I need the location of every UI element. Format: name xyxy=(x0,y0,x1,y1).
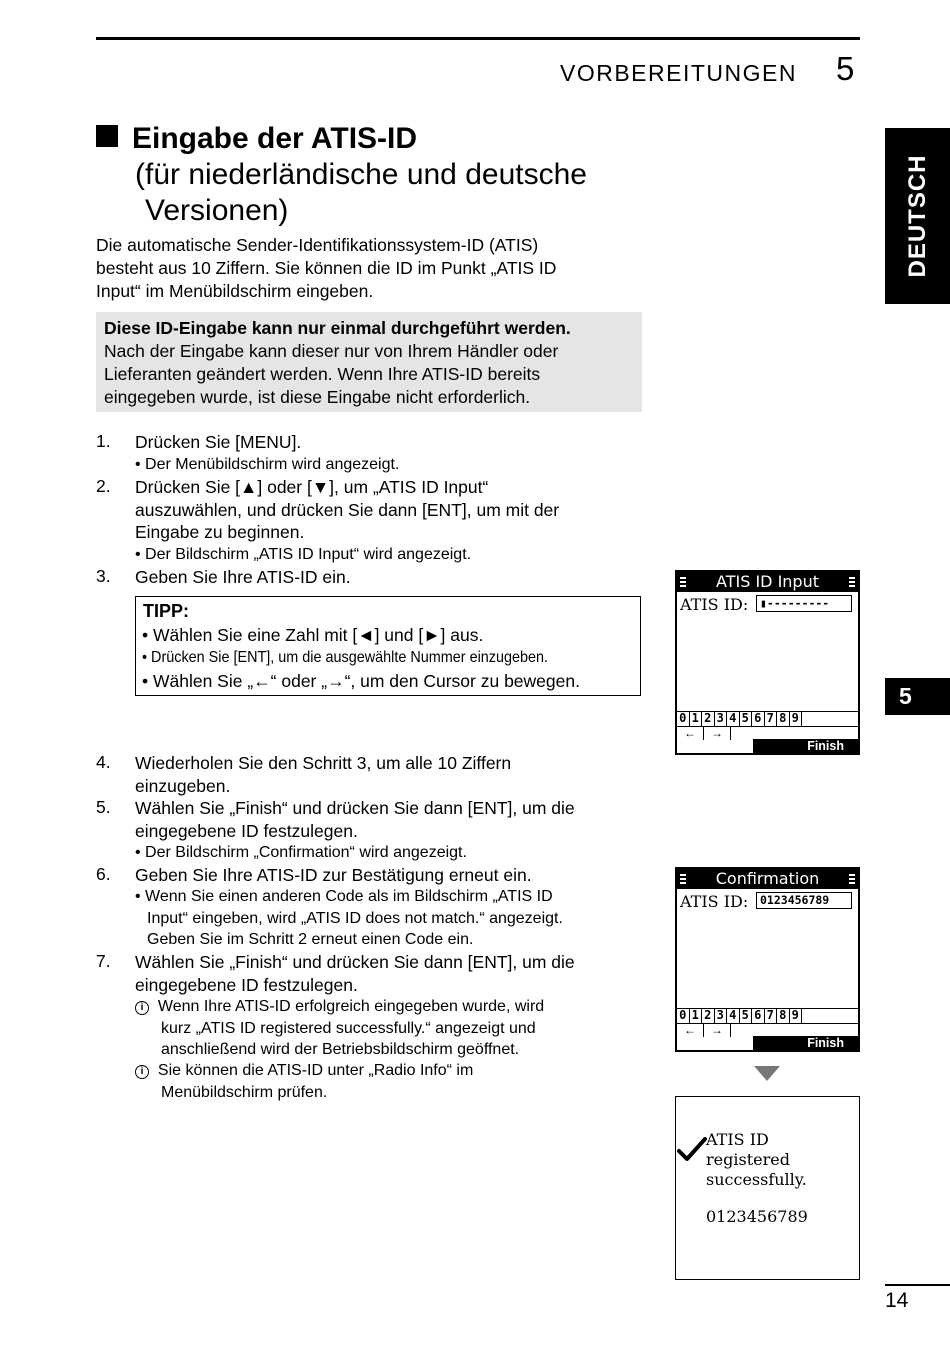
lcd-screen-registered xyxy=(675,1096,860,1280)
header-rule xyxy=(96,37,860,40)
arrow-left-icon: ← xyxy=(677,727,704,740)
registered-message: ATIS ID registered successfully. xyxy=(706,1130,807,1189)
arrow-left-icon: ← xyxy=(677,1024,704,1037)
language-tab xyxy=(885,128,950,304)
tip-line: • Wählen Sie eine Zahl mit [◄] und [►] aus. xyxy=(142,625,484,645)
lcd-screen-atis-id-input xyxy=(675,570,860,755)
lcd-label: ATIS ID: xyxy=(680,892,749,911)
down-arrow-icon xyxy=(754,1066,780,1081)
step-number: 4. xyxy=(96,752,111,772)
lcd-screen-confirmation xyxy=(675,867,860,1052)
language-tab-label: DEUTSCH xyxy=(903,154,931,278)
step-number: 7. xyxy=(96,951,111,971)
section-subtitle-line1: (für niederländische und deutsche xyxy=(135,158,587,191)
footer-rule xyxy=(885,1284,950,1286)
finish-softkey: Finish xyxy=(753,739,858,753)
finish-softkey: Finish xyxy=(753,1036,858,1050)
header-chapter-number: 5 xyxy=(836,50,855,87)
info-icon: i xyxy=(135,1001,149,1015)
info-note: i Sie können die ATIS-ID unter „Radio Info“ im Menübildschirm prüfen. xyxy=(135,1060,473,1103)
tip-title: TIPP: xyxy=(143,601,190,621)
step-number: 2. xyxy=(96,476,111,496)
section-subtitle-line2: Versionen) xyxy=(145,194,289,227)
square-bullet-icon xyxy=(96,125,118,147)
header-title: VORBEREITUNGEN xyxy=(560,60,797,86)
atis-id-field: 0123456789 xyxy=(756,892,852,909)
digit-row: 0 1 2 3 4 5 6 7 8 9 xyxy=(677,1008,858,1023)
info-icon: i xyxy=(135,1065,149,1079)
intro-paragraph: Die automatische Sender-Identifikationssystem-ID (ATIS) besteht aus 10 Ziffern. Sie können die ID im Punkt „ATIS ID Input“ im Menübildschirm eingeben. xyxy=(96,235,557,301)
info-note: i Wenn Ihre ATIS-ID erfolgreich eingegeben wurde, wird kurz „ATIS ID registered successfully.“ angezeigt und anschließend wird der Betriebsbildschirm geöffnet. xyxy=(135,996,544,1061)
checkmark-icon xyxy=(677,1137,707,1163)
page-number: 14 xyxy=(885,1289,909,1312)
lcd-title-bar: ATIS ID Input xyxy=(677,572,858,592)
tip-line: • Drücken Sie [ENT], um die ausgewählte Nummer einzugeben. xyxy=(142,649,549,666)
menu-icon xyxy=(849,577,855,587)
step-number: 1. xyxy=(96,431,111,451)
note-text: Diese ID-Eingabe kann nur einmal durchgeführt werden. Nach der Eingabe kann dieser nur von Ihrem Händler oder Lieferanten geändert werden. Wenn Ihre ATIS-ID bereits eingegeben wurde, ist diese Eingabe nicht erforderlich. xyxy=(104,318,571,407)
chapter-tab: 5 xyxy=(885,678,950,715)
step-bullet: • Wenn Sie einen anderen Code als im Bildschirm „ATIS ID Input“ eingeben, wird „ATIS ID does not match.“ angezeigt. Geben Sie im Schritt 2 erneut einen Code ein. xyxy=(135,888,563,948)
menu-icon xyxy=(849,874,855,884)
step-number: 5. xyxy=(96,797,111,817)
step-bullet: • Der Bildschirm „Confirmation“ wird angezeigt. xyxy=(135,844,467,861)
step-bullet: • Der Bildschirm „ATIS ID Input“ wird angezeigt. xyxy=(135,546,472,563)
section-title: Eingabe der ATIS-ID xyxy=(96,122,417,156)
step-number: 6. xyxy=(96,864,111,884)
step-text: Drücken Sie [▲] oder [▼], um „ATIS ID Input“ auszuwählen, und drücken Sie dann [ENT], um mit der Eingabe zu beginnen. xyxy=(135,477,560,542)
menu-icon xyxy=(680,577,686,587)
digit-row: 0 1 2 3 4 5 6 7 8 9 xyxy=(677,711,858,726)
lcd-label: ATIS ID: xyxy=(680,595,749,614)
step-number: 3. xyxy=(96,566,111,586)
tip-line: • Wählen Sie „←“ oder „→“, um den Cursor zu bewegen. xyxy=(142,671,580,691)
step-text: Drücken Sie [MENU]. xyxy=(135,432,302,452)
cursor-arrows-row xyxy=(677,1023,858,1037)
cursor-arrows-row xyxy=(677,726,858,740)
registered-id: 0123456789 xyxy=(706,1207,808,1226)
step-text: Wiederholen Sie den Schritt 3, um alle 10 Ziffern einzugeben. xyxy=(135,753,512,796)
step-bullet: • Der Menübildschirm wird angezeigt. xyxy=(135,456,400,473)
step-text: Wählen Sie „Finish“ und drücken Sie dann [ENT], um die eingegebene ID festzulegen. xyxy=(135,952,575,995)
menu-icon xyxy=(680,874,686,884)
step-text: Geben Sie Ihre ATIS-ID ein. xyxy=(135,567,351,587)
step-text: Wählen Sie „Finish“ und drücken Sie dann [ENT], um die eingegebene ID festzulegen. xyxy=(135,798,575,841)
arrow-right-icon: → xyxy=(704,727,731,740)
atis-id-field: ▮--------- xyxy=(756,595,852,612)
arrow-right-icon: → xyxy=(704,1024,731,1037)
lcd-title-bar: Confirmation xyxy=(677,869,858,889)
step-text: Geben Sie Ihre ATIS-ID zur Bestätigung erneut ein. xyxy=(135,865,532,885)
